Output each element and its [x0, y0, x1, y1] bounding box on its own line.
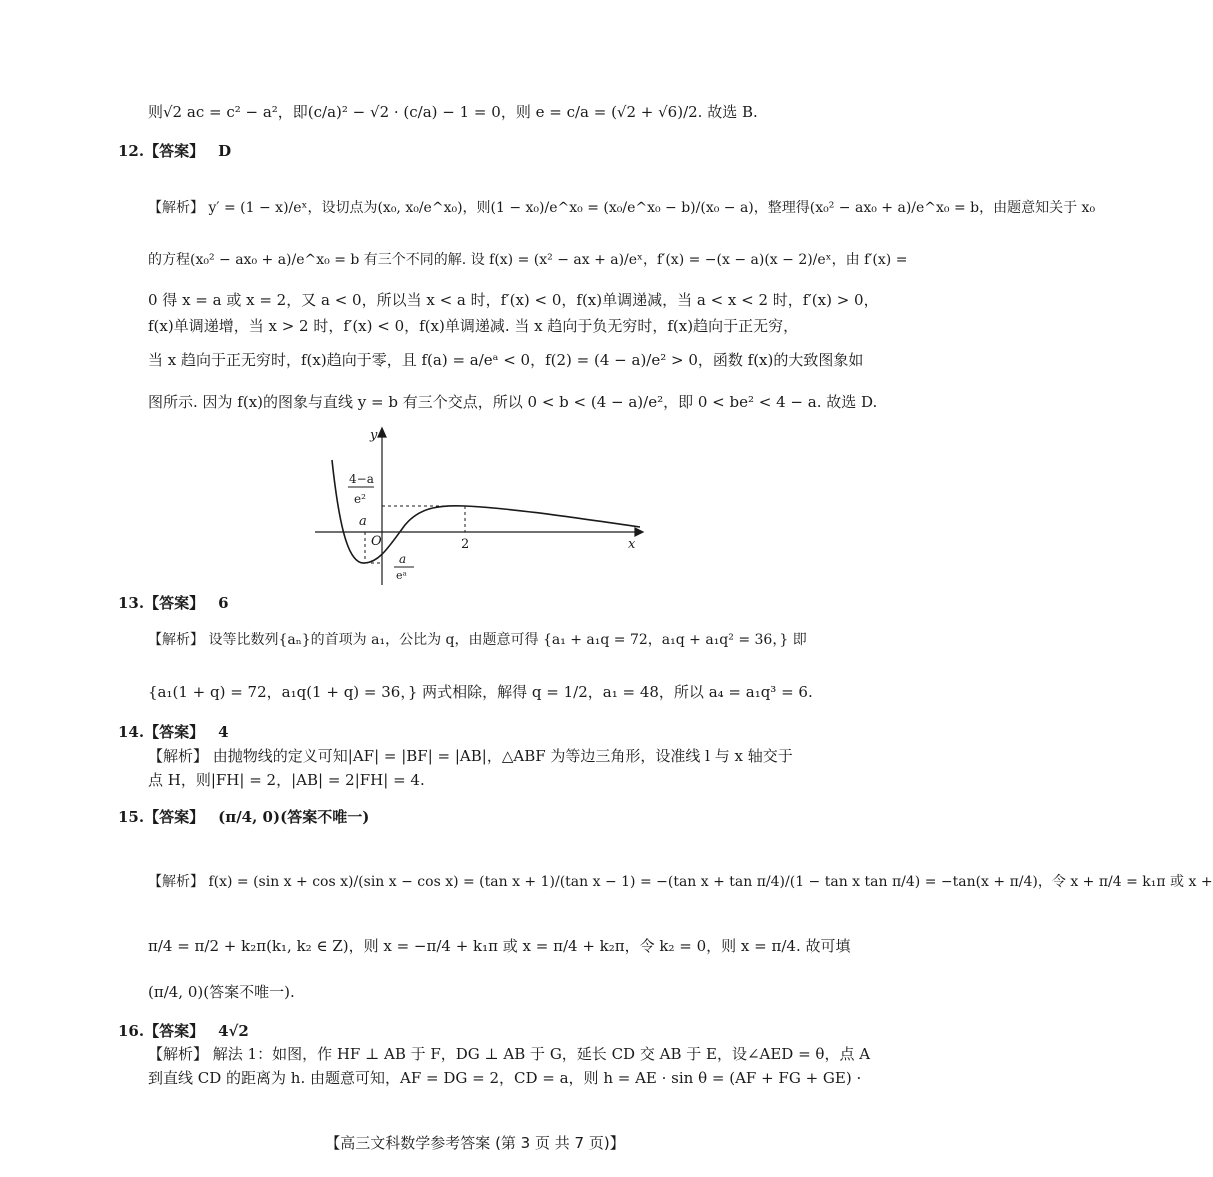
- text-line: 【解析】 解法 1：如图，作 HF ⊥ AB 于 F，DG ⊥ AB 于 G，延长 CD 交 AB 于 E，设∠AED = θ，点 A: [148, 1045, 871, 1063]
- text-line: 图所示. 因为 f(x)的图象与直线 y = b 有三个交点，所以 0 < b < (4 − a)/e²，即 0 < be² < 4 − a. 故选 D.: [148, 393, 878, 411]
- x-axis-arrow: [635, 528, 643, 536]
- text-line: (π/4, 0)(答案不唯一).: [148, 983, 295, 1001]
- text-line: 0 得 x = a 或 x = 2，又 a < 0，所以当 x < a 时，f′(x) < 0，f(x)单调递减，当 a < x < 2 时，f′(x) > 0，: [148, 291, 879, 309]
- text-line: π/4 = π/2 + k₂π(k₁, k₂ ∈ Z)，则 x = −π/4 + k₁π 或 x = π/4 + k₂π，令 k₂ = 0，则 x = π/4. 故可填: [148, 937, 851, 955]
- text-line: 【解析】 f(x) = (sin x + cos x)/(sin x − cos x) = (tan x + 1)/(tan x − 1) = −(tan x + tan π/4)/(1 − tan x tan π/4) = −tan(x + π/4)，令 x + π/4 = k₁π 或 x +: [148, 874, 1213, 890]
- label-4-minus-a: 4−a: [349, 472, 374, 486]
- origin-label: O: [371, 534, 382, 549]
- label-fa-denominator: eᵃ: [396, 569, 407, 582]
- text-line: f(x)单调递增，当 x > 2 时，f′(x) < 0，f(x)单调递减. 当 x 趋向于负无穷时，f(x)趋向于正无穷，: [148, 317, 799, 335]
- text-line: 到直线 CD 的距离为 h. 由题意可知，AF = DG = 2，CD = a，则 h = AE · sin θ = (AF + FG + GE) ·: [148, 1069, 862, 1087]
- y-axis-arrow: [378, 428, 386, 437]
- label-e-squared: e²: [354, 492, 366, 506]
- label-fa-numerator: a: [399, 552, 407, 566]
- text-line: 当 x 趋向于正无穷时，f(x)趋向于零，且 f(a) = a/eᵃ < 0，f(2) = (4 − a)/e² > 0，函数 f(x)的大致图象如: [148, 351, 864, 369]
- text-line: 【解析】 y′ = (1 − x)/eˣ，设切点为(x₀, x₀/e^x₀)，则(1 − x₀)/e^x₀ = (x₀/e^x₀ − b)/(x₀ − a)，整理得(x₀² − ax₀ + a)/e^x₀ = b，由题意知关于 x₀: [148, 200, 1096, 216]
- label-a: a: [359, 514, 367, 529]
- text-line: 【解析】 由抛物线的定义可知|AF| = |BF| = |AB|，△ABF 为等边三角形，设准线 l 与 x 轴交于: [148, 747, 793, 765]
- answer-13: 13.【答案】 6: [118, 594, 229, 612]
- text-line: 点 H，则|FH| = 2，|AB| = 2|FH| = 4.: [148, 771, 425, 789]
- page-footer: 【高三文科数学参考答案 (第 3 页 共 7 页)】: [325, 1134, 625, 1152]
- text-line: 的方程(x₀² − ax₀ + a)/e^x₀ = b 有三个不同的解. 设 f(x) = (x² − ax + a)/eˣ，f′(x) = −(x − a)(x − 2)/eˣ，由 f′(x) =: [148, 252, 908, 268]
- text-line: 则√2 ac = c² − a²，即(c/a)² − √2 · (c/a) − 1 = 0，则 e = c/a = (√2 + √6)/2. 故选 B.: [148, 103, 758, 121]
- function-graph: [310, 425, 650, 590]
- answer-14: 14.【答案】 4: [118, 723, 229, 741]
- x-axis-label: x: [628, 537, 636, 552]
- text-line: {a₁(1 + q) = 72，a₁q(1 + q) = 36，} 两式相除，解得 q = 1/2，a₁ = 48，所以 a₄ = a₁q³ = 6.: [148, 683, 813, 701]
- y-axis-label: y: [370, 428, 378, 443]
- answer-16: 16.【答案】 4√2: [118, 1022, 249, 1040]
- answer-15: 15.【答案】 (π/4, 0)(答案不唯一): [118, 808, 370, 826]
- text-line: 【解析】 设等比数列{aₙ}的首项为 a₁，公比为 q，由题意可得 {a₁ + a₁q = 72，a₁q + a₁q² = 36，} 即: [148, 632, 807, 648]
- answer-12: 12.【答案】 D: [118, 142, 232, 160]
- tick-label-2: 2: [461, 537, 470, 552]
